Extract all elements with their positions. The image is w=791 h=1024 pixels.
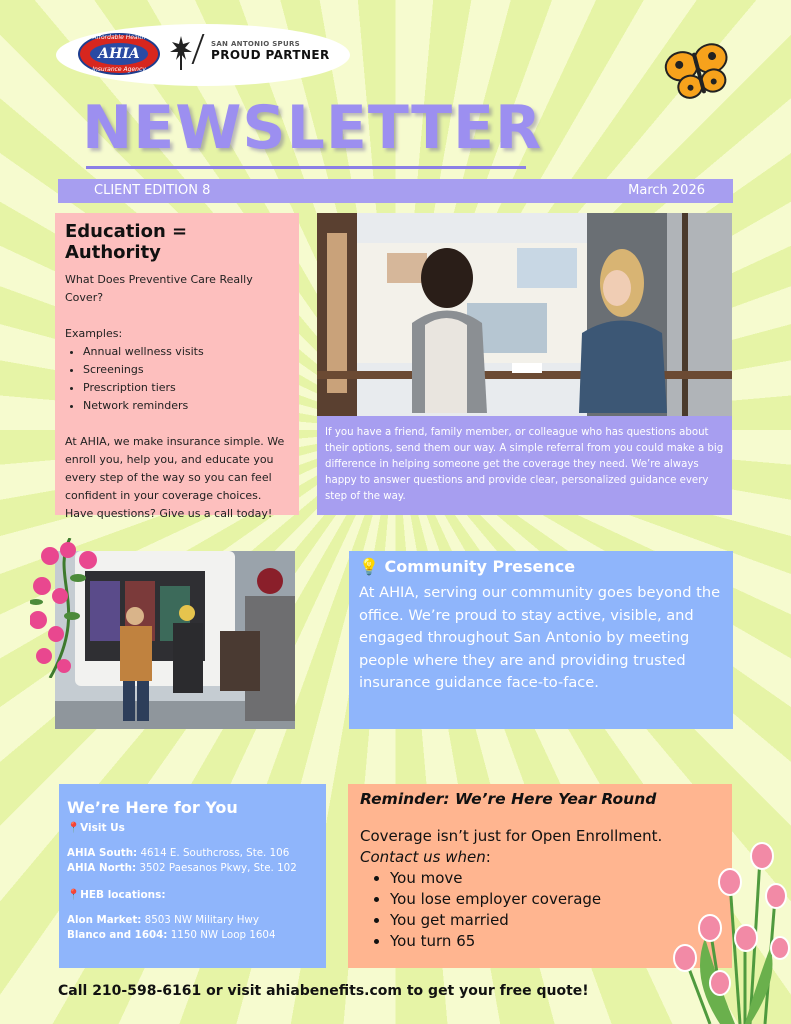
- reminder-line2: Contact us when:: [360, 848, 491, 866]
- education-card: [55, 213, 299, 520]
- pin-icon: 📍: [67, 822, 81, 834]
- logo-bottom-text: Insurance Agency: [92, 66, 146, 73]
- community-body: At AHIA, serving our community goes beyond the office. We’re proud to stay active, visible, and engaged throughout San Antonio by meeting people where they are and providing trusted insurance guidance face-to-face.: [359, 584, 721, 691]
- list-item: • Screenings: [83, 361, 289, 379]
- locations-heading: We’re Here for You: [67, 798, 238, 817]
- examples-list: [65, 343, 289, 415]
- lightbulb-icon: 💡: [359, 557, 379, 576]
- footer-cta: Call 210-598-6161 or visit ahiabenefits.com to get your free quote!: [58, 983, 589, 999]
- list-item: • You get married: [390, 910, 720, 931]
- education-question: What Does Preventive Care Really Cover?: [65, 273, 253, 304]
- partner-subtitle: SAN ANTONIO SPURS: [211, 40, 300, 48]
- list-item: • You turn 65: [390, 931, 720, 952]
- logo-main-text: AHIA: [90, 43, 148, 65]
- location-north: AHIA North: 3502 Paesanos Pkwy, Ste. 102: [67, 862, 297, 874]
- tulips-decoration: [650, 838, 791, 1024]
- reminder-heading: Reminder: We’re Here Year Round: [360, 790, 657, 808]
- location-south: AHIA South: 4614 E. Southcross, Ste. 106: [67, 847, 290, 859]
- ahia-logo: [78, 33, 160, 75]
- education-heading: Education = Authority: [65, 221, 188, 263]
- locations-card: [59, 784, 326, 968]
- issue-date: March 2026: [628, 183, 705, 198]
- visit-us-label: 📍Visit Us: [67, 822, 125, 834]
- edition-label: CLIENT EDITION 8: [94, 183, 211, 198]
- reminder-line1: Coverage isn’t just for Open Enrollment.: [360, 827, 663, 845]
- heb-label: 📍HEB locations:: [67, 889, 166, 901]
- logo-top-text: Affordable Health: [92, 34, 146, 41]
- edition-band: [58, 179, 733, 203]
- list-item: • Prescription tiers: [83, 379, 289, 397]
- referral-text: If you have a friend, family member, or colleague who has questions about their options, send them our way. A simple referral from you could make a big difference in helping someone get the coverage they need. We’re always happy to answer questions and provide clear, personalized guidance every step of the way.: [325, 427, 724, 502]
- list-item: • Network reminders: [83, 397, 289, 415]
- list-item: • You move: [390, 868, 720, 889]
- newsletter-title: NEWSLETTER: [82, 93, 543, 163]
- location-blanco: Blanco and 1604: 1150 NW Loop 1604: [67, 929, 276, 941]
- partner-title: PROUD PARTNER: [211, 48, 330, 62]
- community-heading: Community Presence: [384, 557, 576, 576]
- butterfly-icon: [662, 42, 736, 104]
- community-card: [349, 551, 733, 729]
- flowers-decoration: [30, 538, 110, 678]
- cafe-photo: [317, 213, 732, 416]
- community-heading-row: [359, 557, 723, 576]
- title-underline: [86, 166, 526, 169]
- education-body: At AHIA, we make insurance simple. We enroll you, help you, and educate you every step of the way so you can feel confident in your coverage choices. Have questions? Give us a call today!: [65, 435, 285, 520]
- list-item: • Annual wellness visits: [83, 343, 289, 361]
- location-alon: Alon Market: 8503 NW Military Hwy: [67, 914, 259, 926]
- examples-label: Examples:: [65, 327, 123, 340]
- referral-card: [317, 416, 732, 515]
- list-item: • You lose employer coverage: [390, 889, 720, 910]
- pin-icon: 📍: [67, 889, 81, 901]
- spurs-icon: [168, 34, 194, 72]
